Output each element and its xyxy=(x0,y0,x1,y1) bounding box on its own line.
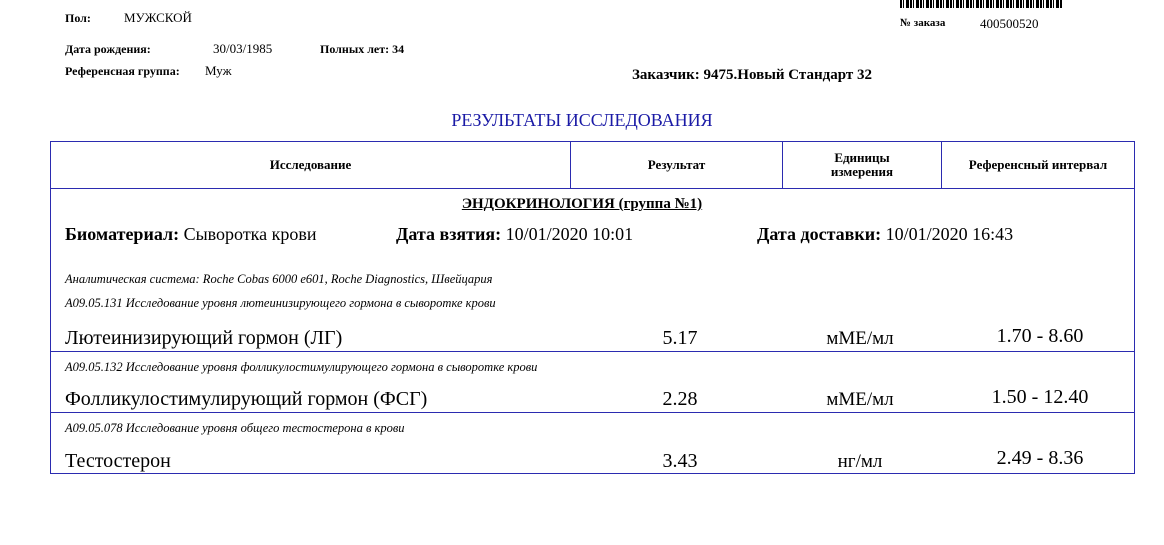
age-label: Полных лет: 34 xyxy=(320,42,405,56)
row-result: 5.17 xyxy=(662,327,698,349)
row-reference: 1.50 - 12.40 xyxy=(991,386,1089,408)
header-study: Исследование xyxy=(269,157,352,172)
row-code: A09.05.132 Исследование уровня фолликулостимулирующего гормона в сыворотке крови xyxy=(65,360,538,374)
row-name: Тестостерон xyxy=(65,450,171,472)
order-number: 400500520 xyxy=(980,16,1039,31)
customer: Заказчик: 9475.Новый Стандарт 32 xyxy=(632,67,872,83)
biomaterial-label: Биоматериал: xyxy=(65,224,180,244)
birth-value: 30/03/1985 xyxy=(213,41,273,56)
analytic-system: Аналитическая система: Roche Cobas 6000 e601, Roche Diagnostics, Швейцария xyxy=(65,272,493,286)
sex-label: Пол: xyxy=(65,11,91,25)
report-title: РЕЗУЛЬТАТЫ ИССЛЕДОВАНИЯ xyxy=(451,110,713,130)
taken-label: Дата взятия: xyxy=(396,224,502,244)
row-code: A09.05.078 Исследование уровня общего тестостерона в крови xyxy=(65,421,405,435)
refgroup-label: Референсная группа: xyxy=(65,64,180,78)
group-title: ЭНДОКРИНОЛОГИЯ (группа №1) xyxy=(461,196,703,212)
taken-date xyxy=(396,224,633,245)
delivery-label: Дата доставки: xyxy=(757,224,882,244)
row-units: нг/мл xyxy=(837,451,883,472)
row-units: мМЕ/мл xyxy=(826,328,894,349)
header-result: Результат xyxy=(647,157,706,172)
row-units: мМЕ/мл xyxy=(826,389,894,410)
row-divider xyxy=(50,351,1135,352)
col-divider-2 xyxy=(782,141,783,188)
taken-value: 10/01/2020 10:01 xyxy=(505,224,634,244)
row-result: 2.28 xyxy=(662,388,698,410)
header-reference: Референсный интервал xyxy=(968,157,1108,172)
order-number-label: № заказа xyxy=(900,17,946,29)
row-divider xyxy=(50,412,1135,413)
barcode xyxy=(900,0,1062,8)
row-name: Фолликулостимулирующий гормон (ФСГ) xyxy=(65,388,428,410)
row-reference: 2.49 - 8.36 xyxy=(996,447,1084,469)
header-divider xyxy=(50,188,1135,189)
refgroup-value: Муж xyxy=(205,63,232,78)
header-units: Единицы измерения xyxy=(830,150,894,179)
sex-value: МУЖСКОЙ xyxy=(124,10,192,25)
biomaterial-value: Сыворотка крови xyxy=(183,224,317,244)
row-name: Лютеинизирующий гормон (ЛГ) xyxy=(65,327,343,349)
row-result: 3.43 xyxy=(662,450,698,472)
row-reference: 1.70 - 8.60 xyxy=(996,325,1084,347)
biomaterial xyxy=(65,224,317,245)
birth-label: Дата рождения: xyxy=(65,42,151,56)
row-code: A09.05.131 Исследование уровня лютеинизирующего гормона в сыворотке крови xyxy=(65,296,496,310)
delivery-date xyxy=(757,224,1013,245)
delivery-value: 10/01/2020 16:43 xyxy=(885,224,1014,244)
